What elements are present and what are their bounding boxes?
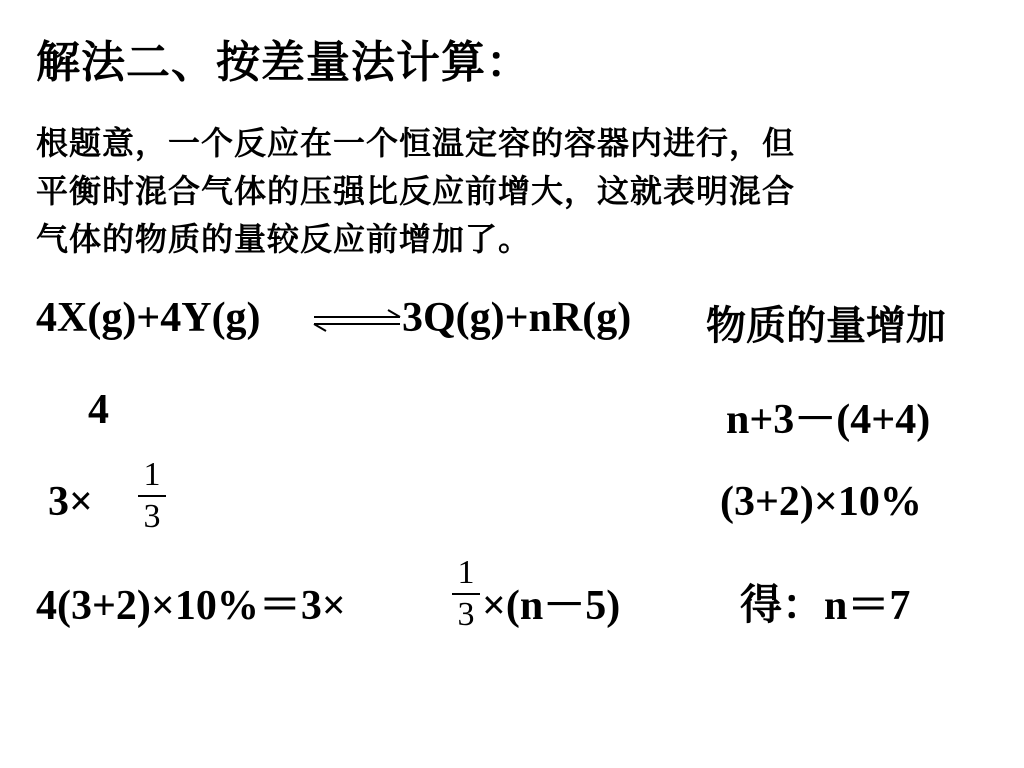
row2-fraction-bar — [138, 495, 166, 497]
row2-fraction — [138, 458, 166, 534]
row3-fraction-denominator: 3 — [457, 596, 475, 633]
equation-left: 4X(g)+4Y(g) — [36, 295, 261, 341]
row2-right: (3+2)×10% — [720, 479, 922, 525]
equilibrium-arrow-icon — [312, 308, 404, 332]
row3-fraction-numerator: 1 — [457, 554, 475, 591]
row2-fraction-denominator: 3 — [143, 498, 161, 535]
row1-right: n+3－(4+4) — [726, 397, 931, 443]
row2-left: 3× — [48, 479, 93, 525]
paragraph-line-2: 平衡时混合气体的压强比反应前增大，这就表明混合 — [36, 173, 796, 209]
row3-mid: ×(n－5) — [482, 583, 621, 629]
row3-fraction-bar — [452, 593, 480, 595]
equation-right: 3Q(g)+nR(g) — [402, 295, 632, 341]
page-title: 解法二、按差量法计算： — [36, 38, 531, 87]
row2-fraction-numerator: 1 — [143, 456, 161, 493]
paragraph-line-1: 根题意，一个反应在一个恒温定容的容器内进行，但 — [36, 125, 796, 161]
row3-result: 得：n＝7 — [740, 583, 911, 629]
equation-label: 物质的量增加 — [706, 303, 946, 348]
row1-left: 4 — [88, 387, 109, 433]
row3-fraction — [452, 556, 480, 632]
row3-left: 4(3+2)×10%＝3× — [36, 583, 346, 629]
paragraph-line-3: 气体的物质的量较反应前增加了。 — [36, 221, 532, 257]
